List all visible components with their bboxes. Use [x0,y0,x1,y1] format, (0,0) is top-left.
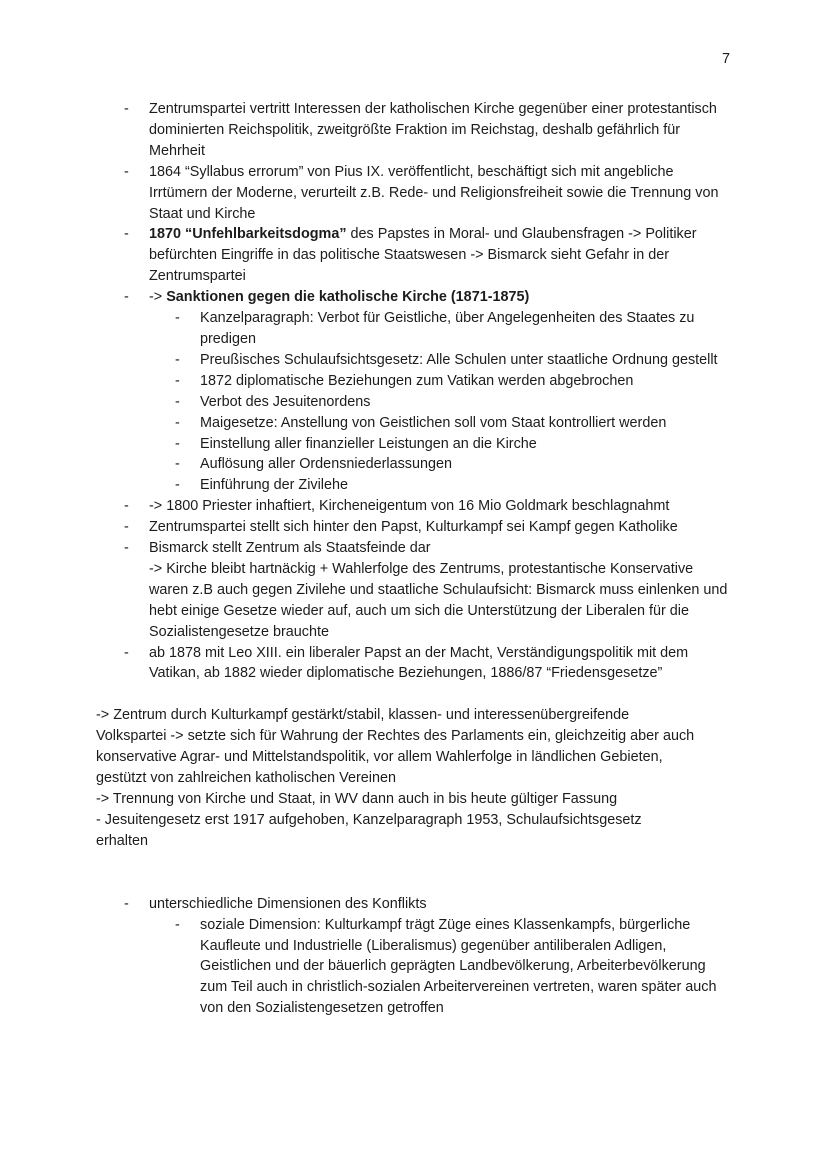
item-text: ab 1878 mit Leo XIII. ein liberaler Papst an der Macht, Verständigungspolitik mit dem Vatikan, ab 1882 wieder diplomatische Beziehungen, 1886/87 “Friedensgesetze” [149,644,689,682]
bullet-dash: - [124,101,129,117]
list-item [0,224,729,287]
item-text: unterschiedliche Dimensionen des Konflikts [149,895,427,912]
list-item [0,287,729,308]
item-text: -> 1800 Priester inhaftiert, Kircheneigentum von 16 Mio Goldmark beschlagnahmt [149,498,670,515]
bullet-dash: - [124,644,129,661]
bullet-dash: - [124,289,129,306]
bullet-dash: - [175,393,180,410]
sub-list-item [0,915,730,1020]
sub-item-text: Maigesetze: Anstellung von Geistlichen soll vom Staat kontrolliert werden [200,414,667,431]
sub-list-item [0,454,730,475]
sub-list-item [0,308,730,350]
item-text: Zentrumspartei vertritt Interessen der katholischen Kirche gegenüber einer protestantisch dominierten Reichspolitik, zweitgrößte Fraktion im Reichstag, deshalb gefährlich für Mehrheit [149,101,717,159]
sub-item-text: Einstellung aller finanzieller Leistungen an die Kirche [200,435,537,452]
sub-list-item [0,434,730,455]
bullet-dash: - [175,456,180,473]
list-item [0,496,729,517]
document-body [0,99,828,1019]
bullet-dash: - [175,916,180,933]
bullet-dash: - [175,477,180,494]
sub-list-item [0,371,730,392]
page-number: 7 [721,51,730,67]
spacer [0,852,828,894]
item-prefix: -> [149,289,167,306]
spacer [0,684,828,705]
summary-line: -> Trennung von Kirche und Staat, in WV dann auch in bis heute gültiger Fassung [96,791,618,807]
item-text: Zentrumspartei stellt sich hinter den Papst, Kulturkampf sei Kampf gegen Katholike [149,519,678,536]
bullet-dash: - [175,372,180,389]
list-item [0,894,729,915]
bullet-dash: - [175,310,180,327]
list-item [0,538,729,643]
sub-list-item [0,350,730,371]
item-text: des Papstes in Moral- und Glaubensfragen -> Politiker befürchten Eingriffe in das politische Staatswesen -> Bismarck sieht Gefahr in der Zentrumspartei [149,226,697,285]
bullet-dash: - [175,351,180,368]
list-item [0,643,729,685]
item-bold-text: 1870 “Unfehlbarkeitsdogma” [149,226,347,243]
list-item [0,99,729,162]
bullet-dash: - [124,226,129,243]
bullet-dash: - [124,895,129,912]
sub-item-text: Preußisches Schulaufsichtsgesetz: Alle Schulen unter staatliche Ordnung gestellt [200,351,718,368]
sub-item-text: 1872 diplomatische Beziehungen zum Vatikan werden abgebrochen [200,372,634,389]
sub-item-text: Verbot des Jesuitenordens [200,393,371,410]
item-text: 1864 “Syllabus errorum” von Pius IX. veröffentlicht, beschäftigt sich mit angebliche Irrtümern der Moderne, verurteilt z.B. Rede- und Religionsfreiheit sowie die Trennung von Staat und Kirche [149,163,719,222]
sub-item-text: soziale Dimension: Kulturkampf trägt Züge eines Klassenkampfs, bürgerliche Kaufleute und Industrielle (Liberalismus) gegenüber antiliberalen Adligen, Geistlichen und der bäuerlich geprägten Landbevölkerung, Arbeiterbevölkerung zum Teil auch in christlich-sozialen Arbeitervereinen vertreten, waren später auch von den Sozialistengesetzen getroffen [200,916,717,1017]
bullet-dash: - [175,435,180,452]
sub-item-text: Einführung der Zivilehe [200,477,348,494]
sub-list-item [0,413,730,434]
item-text: Bismarck stellt Zentrum als Staatsfeinde dar -> Kirche bleibt hartnäckig + Wahlerfolge des Zentrums, protestantische Konservative waren z.B auch gegen Zivilehe und staatliche Schulaufsicht: Bismarck muss einlenken und hebt einige Gesetze wieder auf, auch um sich die Unterstützung der Liberalen für die Sozialistengesetze brauchte [149,540,728,640]
sub-list-item [0,392,730,413]
bullet-dash: - [124,498,129,515]
bullet-dash: - [175,414,180,431]
list-item [0,517,729,538]
summary-line: - Jesuitengesetz erst 1917 aufgehoben, Kanzelparagraph 1953, Schulaufsichtsgesetz erhalten [96,811,642,849]
sub-item-text: Kanzelparagraph: Verbot für Geistliche, über Angelegenheiten des Staates zu predigen [200,310,695,347]
item-bold-text: Sanktionen gegen die katholische Kirche (1871-1875) [166,289,530,306]
bullet-dash: - [124,519,129,536]
bullet-dash: - [124,540,129,557]
list-item [0,162,729,225]
sub-list-item [0,475,730,496]
sub-item-text: Auflösung aller Ordensniederlassungen [200,456,452,473]
bullet-dash: - [124,163,129,180]
summary-line: -> Zentrum durch Kulturkampf gestärkt/stabil, klassen- und interessenübergreifende Volkspartei -> setzte sich für Wahrung der Rechtes des Parlaments ein, gleichzeitig aber auch konservative Agrar- und Mittelstandspolitik, vor allem Wahlerfolge in ländlichen Gebieten, gestützt von zahlreichen katholischen Vereinen [96,707,695,787]
